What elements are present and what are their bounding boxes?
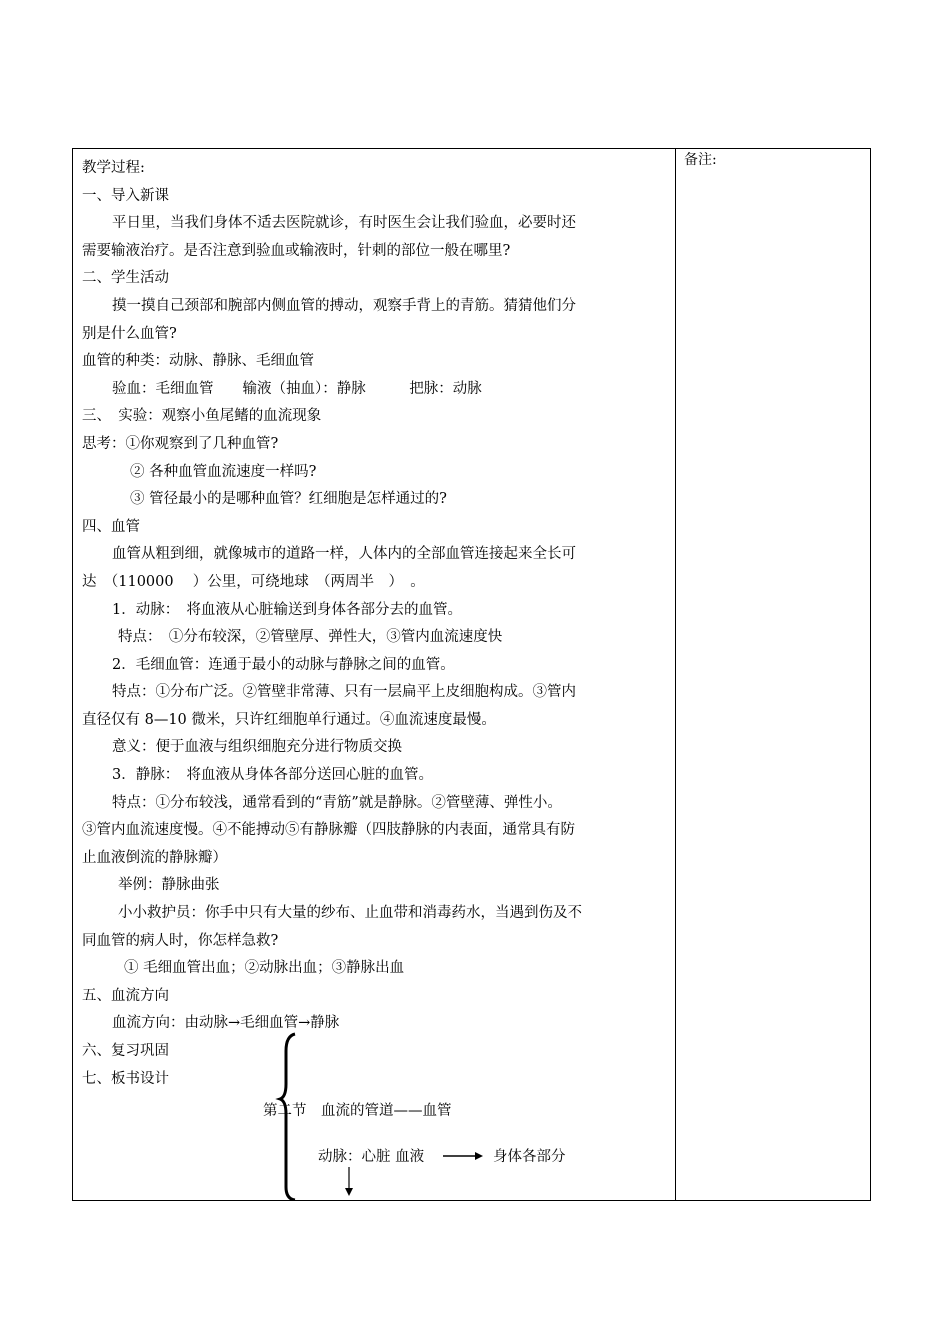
board-title: 第二节 血流的管道——血管 bbox=[263, 1103, 452, 1119]
text-line: 同血管的病人时，你怎样急救? bbox=[82, 932, 279, 949]
text-line: 3．静脉： 将血液从身体各部分送回心脏的血管。 bbox=[112, 767, 433, 784]
text-line: 特点： ①分布较深，②管壁厚、弹性大，③管内血流速度快 bbox=[118, 629, 503, 646]
text-line: 举例：静脉曲张 bbox=[118, 877, 220, 894]
curly-brace bbox=[280, 1034, 295, 1200]
text-line: ③ 管径最小的是哪种血管？红细胞是怎样通过的? bbox=[130, 491, 447, 508]
board-diagram bbox=[73, 149, 870, 1200]
text-line: 特点：①分布广泛。②管壁非常薄、只有一层扁平上皮细胞构成。③管内 bbox=[112, 684, 576, 701]
text-line: 小小救护员：你手中只有大量的纱布、止血带和消毒药水，当遇到伤及不 bbox=[118, 905, 582, 922]
text-line: 需要输液治疗。是否注意到验血或输液时，针刺的部位一般在哪里? bbox=[82, 242, 511, 259]
board-line-start: 动脉：心脏 血液 bbox=[318, 1149, 425, 1165]
text-line: 血管的种类：动脉、静脉、毛细血管 bbox=[82, 353, 314, 370]
arrow-down-head bbox=[345, 1188, 353, 1196]
text-line: 意义：便于血液与组织细胞充分进行物质交换 bbox=[112, 739, 402, 756]
text-line: ③管内血流速度慢。④不能搏动⑤有静脉瓣（四肢静脉的内表面，通常具有防 bbox=[82, 822, 575, 839]
text-line: 一、导入新课 bbox=[82, 187, 169, 204]
board-line-end: 身体各部分 bbox=[493, 1149, 566, 1165]
notes-label: 备注: bbox=[684, 152, 717, 168]
text-line: 平日里，当我们身体不适去医院就诊，有时医生会让我们验血，必要时还 bbox=[112, 215, 576, 232]
text-line: 直径仅有 8—10 微米，只许红细胞单行通过。④血流速度最慢。 bbox=[82, 711, 496, 728]
text-line: 1．动脉： 将血液从心脏输送到身体各部分去的血管。 bbox=[112, 601, 462, 618]
text-line: 教学过程: bbox=[82, 160, 145, 176]
text-line: 特点：①分布较浅，通常看到的“青筋”就是静脉。②管壁薄、弹性小。 bbox=[112, 794, 562, 811]
text-line: 七、板书设计 bbox=[82, 1070, 169, 1087]
text-line: 血流方向：由动脉→毛细血管→静脉 bbox=[112, 1015, 340, 1032]
text-line: 验血：毛细血管 输液（抽血）：静脉 把脉：动脉 bbox=[112, 380, 482, 397]
text-line: 思考：①你观察到了几种血管? bbox=[82, 435, 279, 452]
text-line: 别是什么血管? bbox=[82, 325, 177, 342]
text-line: ① 毛细血管出血；②动脉出血；③静脉出血 bbox=[124, 960, 405, 977]
text-line: 四、血管 bbox=[82, 518, 140, 535]
text-line: 六、复习巩固 bbox=[82, 1043, 169, 1059]
text-line: 三、 实验：观察小鱼尾鳍的血流现象 bbox=[82, 408, 322, 425]
text-line: 五、血流方向 bbox=[82, 987, 169, 1004]
text-line: ② 各种血管血流速度一样吗? bbox=[130, 463, 317, 480]
text-line: 血管从粗到细，就像城市的道路一样，人体内的全部血管连接起来全长可 bbox=[112, 546, 576, 563]
text-line: 2．毛细血管：连通于最小的动脉与静脉之间的血管。 bbox=[112, 656, 455, 673]
arrow-right-head bbox=[475, 1152, 483, 1160]
text-line: 二、学生活动 bbox=[82, 270, 169, 287]
text-line: 止血液倒流的静脉瓣） bbox=[82, 849, 227, 866]
text-line: 摸一摸自己颈部和腕部内侧血管的搏动，观察手背上的青筋。猜猜他们分 bbox=[112, 297, 576, 314]
lesson-table bbox=[72, 148, 871, 1201]
text-line: 达 （110000 ）公里，可绕地球 （两周半 ） 。 bbox=[82, 573, 425, 590]
